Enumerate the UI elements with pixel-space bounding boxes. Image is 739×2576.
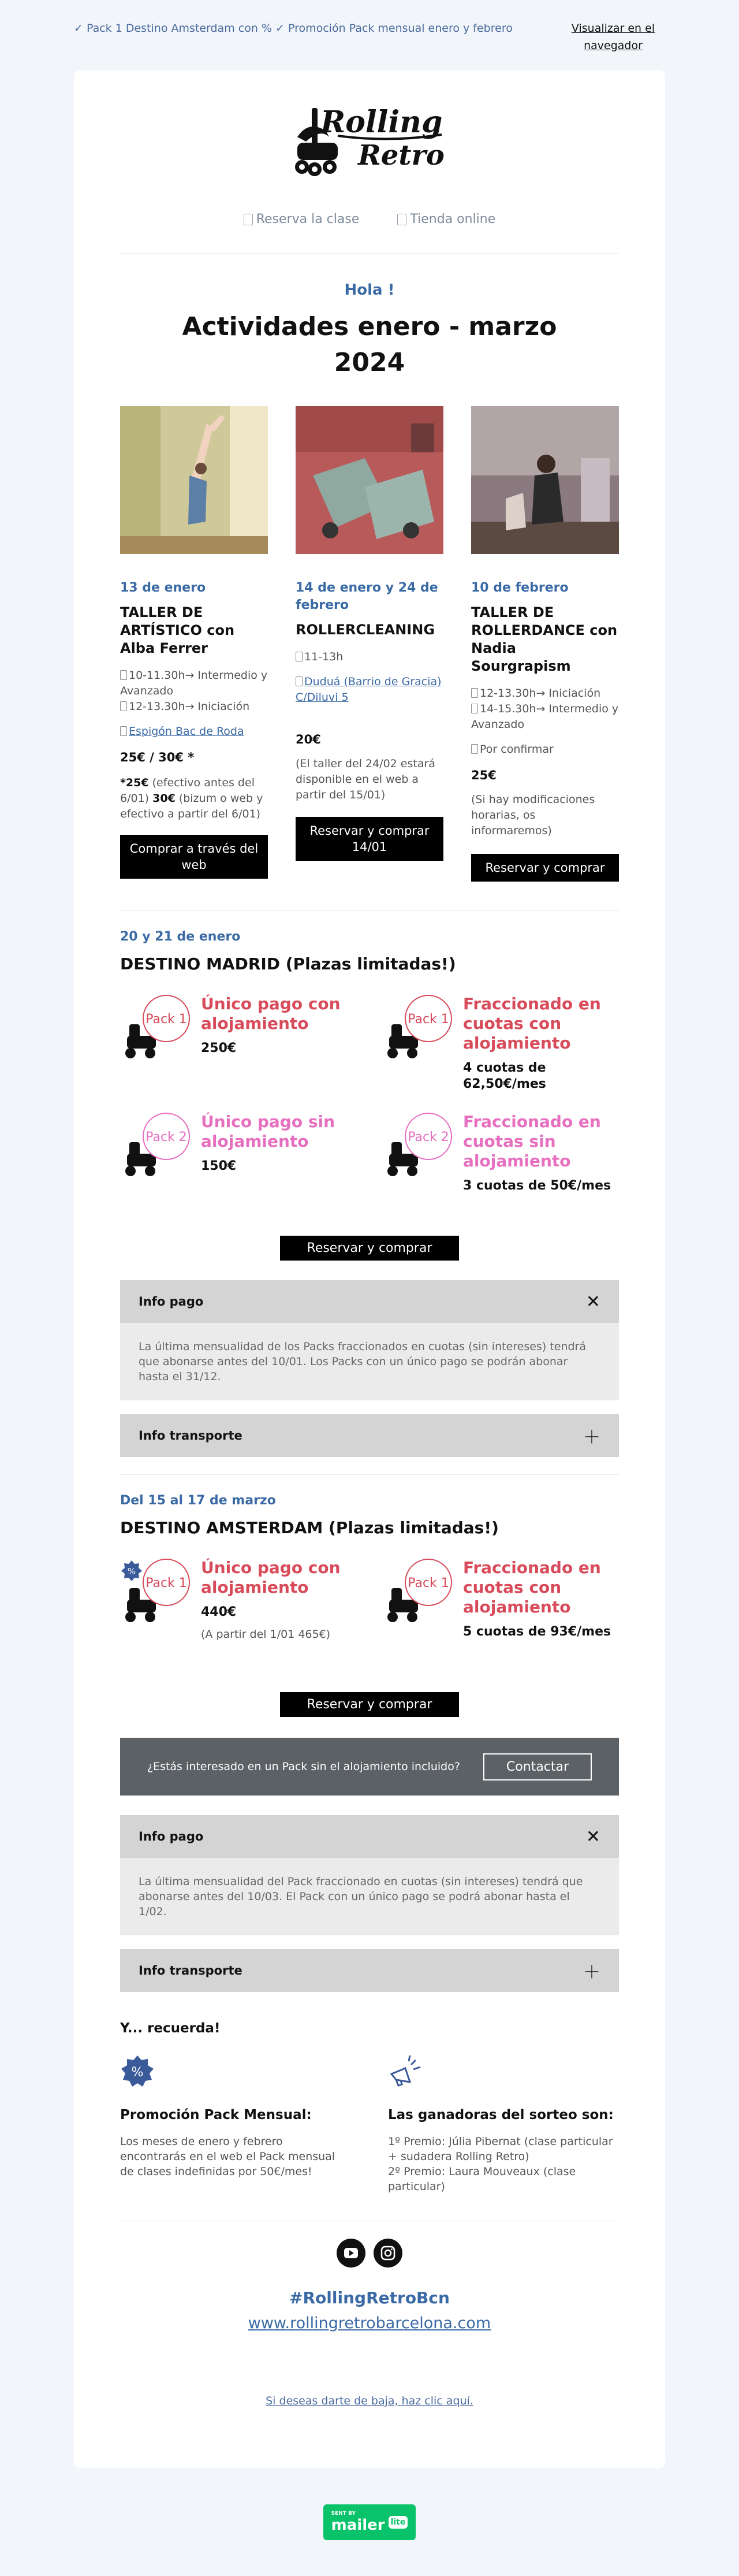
skate-pack-icon	[120, 1112, 201, 1199]
pack-title: Fraccionado en cuotas con alojamiento	[463, 994, 601, 1053]
pack-title: Único pago con alojamiento	[201, 1558, 341, 1597]
amsterdam-packs	[120, 1558, 619, 1685]
page-title: Actividades enero - marzo 2024	[182, 312, 557, 377]
accordion-header-info-transporte[interactable]	[120, 1414, 619, 1457]
madrid-date: 20 y 21 de enero	[120, 930, 241, 944]
mailerlite-badge[interactable]	[323, 2504, 416, 2540]
accordion-label: Info transporte	[139, 1429, 242, 1443]
close-icon[interactable]: ✕	[585, 1291, 600, 1312]
hashtag: #RollingRetroBcn	[289, 2288, 450, 2307]
schedule-line: 12-13.30h→ Iniciación	[120, 699, 268, 715]
schedule-line: 10-11.30h→ Intermedio y Avanzado	[120, 669, 268, 697]
pack-price-note: (A partir del 1/01 465€)	[201, 1628, 331, 1641]
pack-badge-label: Pack 1	[408, 1012, 449, 1027]
pack-title: Fraccionado en cuotas con alojamiento	[463, 1558, 601, 1616]
madrid-section	[120, 930, 619, 1457]
contact-bar-text: ¿Estás interesado en un Pack sin el alojamiento incluido?	[147, 1760, 460, 1773]
skate-pack-icon	[120, 1558, 201, 1645]
activity-card-artistico	[120, 406, 268, 882]
schedule-line: 12-13.30h→ Iniciación	[471, 686, 619, 701]
nav-reserva-clase[interactable]	[244, 212, 360, 226]
pack-price: 250€	[201, 1041, 237, 1055]
winners-title: Las ganadoras del sorteo son:	[388, 2107, 614, 2122]
clock-icon	[120, 701, 127, 711]
pack-badge-label: Pack 2	[145, 1130, 187, 1144]
reserve-buy-button[interactable]: Reservar y comprar	[471, 854, 619, 882]
pack-badge-label: Pack 1	[408, 1576, 449, 1590]
social-links	[120, 2239, 619, 2268]
schedule-line: 14-15.30h→ Intermedio y Avanzado	[471, 702, 619, 731]
location-icon	[120, 726, 127, 736]
activity-card-rollerdance	[471, 406, 619, 882]
divider	[120, 1474, 619, 1475]
plus-icon[interactable]: ＋	[583, 1962, 600, 1983]
activity-photo-artistico[interactable]	[120, 406, 268, 554]
promo-title: Promoción Pack Mensual:	[120, 2107, 312, 2122]
amsterdam-reserve-button[interactable]: Reservar y comprar	[280, 1692, 459, 1717]
winners-column	[388, 2054, 619, 2194]
accordion-header-info-transporte[interactable]	[120, 1949, 619, 1992]
activity-price: 25€	[471, 768, 497, 782]
accordion-label: Info transporte	[139, 1964, 242, 1977]
nav-tienda-online[interactable]	[397, 212, 495, 226]
footer	[0, 2468, 739, 2576]
accordion-header-info-pago[interactable]	[120, 1815, 619, 1858]
divider	[120, 910, 619, 911]
pack-badge-label: Pack 1	[145, 1012, 187, 1027]
activity-date: 10 de febrero	[471, 581, 569, 595]
madrid-pack-2-single	[120, 1112, 357, 1210]
madrid-pack-1-installments	[382, 994, 619, 1092]
sent-by-label: SENT BY	[331, 2510, 356, 2516]
activity-location: Por confirmar	[471, 742, 619, 757]
amsterdam-title: DESTINO AMSTERDAM (Plazas limitadas!)	[120, 1518, 499, 1537]
skate-pack-icon	[382, 994, 463, 1081]
contact-button[interactable]: Contactar	[483, 1753, 592, 1780]
madrid-title: DESTINO MADRID (Plazas limitadas!)	[120, 954, 456, 973]
buy-web-button[interactable]: Comprar a través del web	[120, 835, 268, 879]
accordion-body: La última mensualidad del Pack fraccionado en cuotas (sin intereses) tendrá que abonarse antes del 10/03. El Pack con un único pago se podrá abonar hasta el 1/02.	[120, 1858, 619, 1935]
activity-photo-rollerdance[interactable]	[471, 406, 619, 554]
pack-title: Único pago con alojamiento	[201, 994, 341, 1033]
email-card	[74, 70, 665, 2468]
pack-price: 440€	[201, 1605, 237, 1619]
pack-price: 5 cuotas de 93€/mes	[463, 1625, 611, 1639]
activity-photo-rollercleaning[interactable]	[296, 406, 443, 554]
accordion-label: Info pago	[139, 1295, 204, 1309]
view-in-browser-link[interactable]: Visualizar en el navegador	[571, 22, 655, 52]
remember-section	[120, 2021, 619, 2194]
pack-badge-label: Pack 2	[408, 1130, 449, 1144]
winners-text: 1º Premio: Júlia Pibernat (clase particular + sudadera Rolling Retro) 2º Premio: Laura Mouveaux (clase particular)	[388, 2135, 613, 2193]
mailer-label: mailer	[331, 2516, 385, 2534]
pack-title: Fraccionado en cuotas sin alojamiento	[463, 1112, 601, 1170]
pack-title: Único pago sin alojamiento	[201, 1112, 335, 1151]
svg-text:%: %	[131, 2065, 144, 2080]
activity-title: TALLER DE ARTÍSTICO con Alba Ferrer	[120, 604, 235, 656]
logo-area	[120, 70, 619, 212]
rolling-retro-logo[interactable]	[286, 96, 453, 189]
pack-price: 150€	[201, 1159, 237, 1173]
pack-price: 3 cuotas de 50€/mes	[463, 1179, 611, 1193]
clock-icon	[120, 670, 127, 680]
youtube-icon[interactable]	[337, 2239, 365, 2268]
nav-tienda-label: Tienda online	[410, 212, 496, 226]
cart-icon	[397, 214, 406, 225]
madrid-pack-2-installments	[382, 1112, 619, 1210]
instagram-icon[interactable]	[374, 2239, 402, 2268]
activity-title: ROLLERCLEANING	[296, 622, 435, 638]
skate-pack-icon	[120, 994, 201, 1081]
location-icon	[471, 744, 478, 754]
plus-icon[interactable]: ＋	[583, 1428, 600, 1448]
contact-bar	[120, 1738, 619, 1796]
close-icon[interactable]: ✕	[585, 1826, 600, 1847]
activity-price: 20€	[296, 733, 321, 746]
skate-pack-icon	[382, 1112, 463, 1199]
amsterdam-info-pago	[120, 1815, 619, 1935]
promo-column	[120, 2054, 351, 2194]
activity-location-link[interactable]: Duduá (Barrio de Gracia) C/Diluvi 5	[296, 675, 442, 704]
website-link[interactable]: www.rollingretrobarcelona.com	[248, 2314, 491, 2332]
clock-icon	[296, 652, 303, 661]
logo-text-retro: Retro	[358, 139, 445, 172]
unsubscribe-link[interactable]: Si deseas darte de baja, haz clic aquí.	[266, 2395, 473, 2407]
remember-title: Y... recuerda!	[120, 2021, 221, 2036]
activity-price-note: (El taller del 24/02 estará disponible en el web a partir del 15/01)	[296, 757, 435, 801]
discount-icon	[120, 2054, 351, 2091]
nav-reserva-label: Reserva la clase	[256, 212, 360, 226]
clock-icon	[471, 688, 478, 698]
schedule-line: 11-13h	[296, 649, 443, 665]
madrid-info-pago	[120, 1280, 619, 1400]
preheader	[74, 0, 665, 70]
activity-price: 25€ / 30€ *	[120, 750, 195, 764]
amsterdam-pack-1-single	[120, 1558, 357, 1685]
clock-icon	[471, 704, 478, 713]
top-navigation	[120, 212, 619, 254]
madrid-pack-1-single	[120, 994, 357, 1092]
discount-badge-icon	[121, 1560, 142, 1581]
accordion-body: La última mensualidad de los Packs fraccionados en cuotas (sin intereses) tendrá que abonarse antes del 10/01. Los Packs con un único pago se podrán abonar hasta el 31/12.	[120, 1323, 619, 1400]
calendar-icon	[244, 214, 253, 225]
svg-text:%: %	[127, 1566, 136, 1577]
logo-text-rolling: Rolling	[320, 105, 443, 140]
activity-date: 13 de enero	[120, 581, 206, 595]
accordion-header-info-pago[interactable]	[120, 1280, 619, 1323]
preheader-text: ✓ Pack 1 Destino Amsterdam con % ✓ Promoción Pack mensual enero y febrero	[74, 22, 513, 35]
promo-text: Los meses de enero y febrero encontrarás en el web el Pack mensual de clases indefinidas por 50€/mes!	[120, 2135, 335, 2178]
skate-pack-icon	[382, 1558, 463, 1645]
madrid-packs	[120, 994, 619, 1210]
accordion-label: Info pago	[139, 1830, 204, 1843]
megaphone-icon	[388, 2054, 619, 2091]
greeting: Hola !	[344, 281, 395, 299]
activity-price-note: (Si hay modificaciones horarias, os informaremos)	[471, 793, 595, 837]
amsterdam-section	[120, 1493, 619, 1992]
activity-price-note: *25€ (efectivo antes del 6/01) 30€ (bizum o web y efectivo a partir del 6/01)	[120, 776, 263, 820]
reserve-buy-button[interactable]: Reservar y comprar 14/01	[296, 817, 443, 861]
activity-location-link[interactable]: Espigón Bac de Roda	[120, 724, 268, 739]
amsterdam-date: Del 15 al 17 de marzo	[120, 1493, 276, 1508]
activity-date: 14 de enero y 24 de febrero	[296, 581, 438, 612]
lite-label: lite	[389, 2516, 408, 2529]
pack-price: 4 cuotas de 62,50€/mes	[463, 1061, 546, 1091]
amsterdam-pack-1-installments	[382, 1558, 619, 1685]
activity-card-rollercleaning	[296, 406, 443, 882]
activity-title: TALLER DE ROLLERDANCE con Nadia Sourgrapism	[471, 604, 618, 674]
pack-badge-label: Pack 1	[145, 1576, 187, 1590]
madrid-reserve-button[interactable]: Reservar y comprar	[280, 1236, 459, 1261]
activities-grid	[120, 406, 619, 882]
location-icon	[296, 676, 303, 686]
